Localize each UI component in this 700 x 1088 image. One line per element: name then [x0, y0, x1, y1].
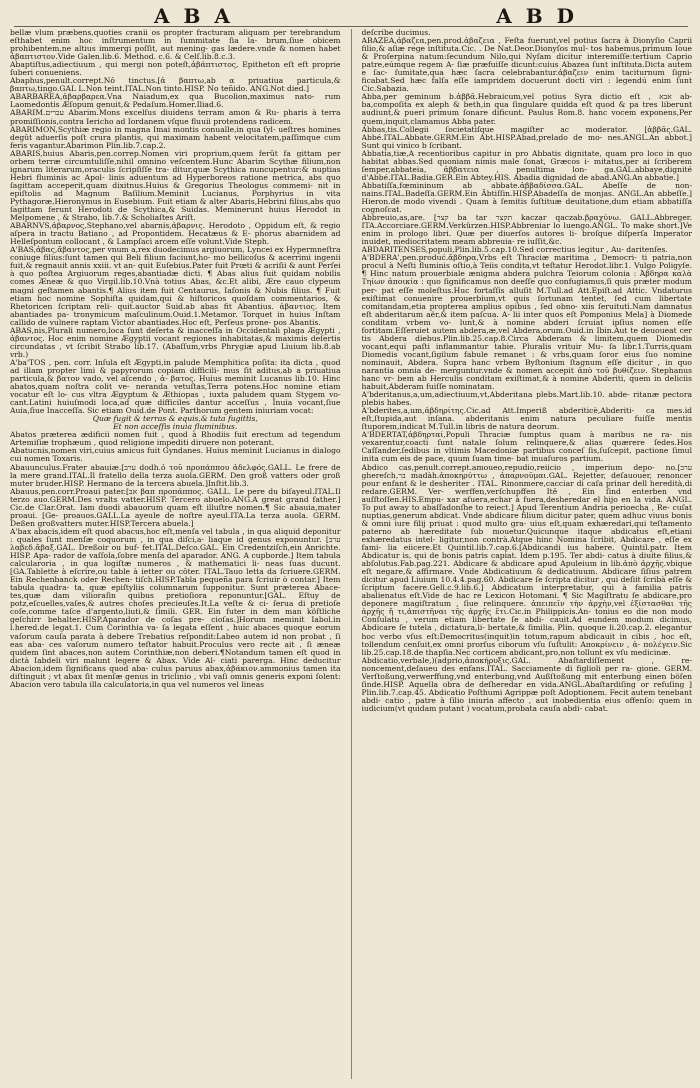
entry-paragraph: A'bderitanus,a,um,adiectiuum,vt,Abderitana plebs.Mart.lib.10. abde- ritanæ pectora plebis habes.	[361, 390, 693, 408]
entry-paragraph: Abatucnis,nomen viri,cuius amicus fuit Gyndanes. Huius meminit Lucianus in dialogo cui nomen Toxaris.	[10, 446, 341, 464]
entry-paragraph: Abatos præterea ædificii nomen fuit , quod à Rhodiis fuit erectum ad tegendum Artemiſiæ trophæum , quod religione impediti diruere non poterant.	[10, 430, 341, 448]
entry-paragraph: A'bax abacis,idem eſt quod abacus,hoc eſt,menſa vel tabula , in qua aliquid deponitur : quales ſunt menſæ coquorum , in qua diſci,a- liaque id genus exponuntur. [ערב λαβεδ.ἄβαξ.GAL. Dreßoir ou buf- fet.ITAL.Deſco.GAL. Ein Credentziſch,ein Anrichte. HISP. Apa- rador de vaſſola,ſobre menſa del aparador. ANG. A cupborde.] Item tabula calcularoria , in qua logiſtæ numeros , & mathematici li- neas ſuas ducunt. [GA.Tablette à eſcrire,ou table à ietter ou côter. ITAL.Tauo letta da ſcriuere.GERM. Ein Rechenbanck oder Rechen- tiſch.HISP.Tabla pequeña para ſcriuir ò contar.] Item tabula quadra- ta, quæ epiſtyliis columnarum ſupponitur. Sunt præterea Abace- tes,quæ dam vilioraſin quibus pretioſiora reponuntur.[GAL. Eſtuy de potz,eſcuelles,vaſes,& autres choſes precieuſes.It.La veſte & ci- ſerua di pretioſe coſe,comme taſce d'argento,liuti,& ſimili. GER. Ein futer in dem man köſtliche geſchirr behalter.HISP.Aparador de coſas pre- cioſas.]Horum meminit Iabol.in l.hered.de legat.1. Cum Corinthia va- ſa legata eſſent , huic abaces quoque eorum vaſorum cauſa parata à debere Trebatius reſpondit:Labeo autem id non probat , ſi eas aba- ces vaſorum numero teſtator habuit.Proculus vero recte ait , ſi æneæ quidem ſint abaces,non autem Corinthiæ,non deberi.¶Notandum tamen eſt quod in dictà Iabdeli viri malunt legere & Abax. Vide Al- ciati parerga. Hinc deducitur Abacion,idem ſignificans quod aba- culus paruus abax,ἀβάκιον.ammonius tamen ita diſtinguit ; vt abax ſit menſæ genus in triclinio , vbi vaſi omnis generis exponi ſolent: Abacion vero tabula illa calculatoria,in qua vel numeros vel lineas	[10, 526, 341, 689]
entry-paragraph: Quæ fugit & terras & equis,& tuta fugittis,	[92, 414, 258, 424]
left-column	[10, 29, 341, 1079]
entry-paragraph: ABARIM.עברים Abarim.Mons excelſus diuidens terram amon & Ru- pharis à terra promiſſionis,contra Iericho ad Iordanem vſque fluuii protendens radicem.	[10, 108, 341, 126]
entry-paragraph: Abbatiſſa,fœmininum ab abbate.ἀββαδίσσα.GAL. Abeſſe de non- nains.ITAL.Badeſſa.GERM.Ein Äbtiſſin.HISP.Abadeſſa de monjas. ANGL.An abbeſſe.] Hieron.de modo vivendi . Quam à ſemitis ſuſtituæ deuitatione,dum etiam abbatiſſa cognoſcat.	[361, 180, 693, 215]
entry-paragraph: A'BAS,ἀβας,ἄβαντος,per vnum a,rex duodecimus argiuorum, Lyncei ex Hypermneſtra coniuge filius:ſunt tamen qui Beli filium faciunt,ho- mo bellicoſus & acerrimi ingenii fuit,& regnauit annis xxiii. vt an- quit Euſebius.Pater fuit Prœti & acriſii & aunt Perſei à quo poſtea Argiuorum reges,abantiadæ dicti. ¶ Abas alius fuit quidam nobilis comes Æneæ & quo Virgil.lib.10.Vnà totius Abas, &c.Et alibi, Ære cauo clypeum magni geſtamen abantis.¶ Alius item fuit Centaurus, Iaſonis & Nubis filius. ¶ Fuit etiam hoc nomine Sophiſta quidam,qui & hiſtoricos quoſdam commentarios, & Rhetoricen ſcriptam reli- quit.auctor Suid.ab abas fit Abantius. ἀβαντιος. Item abantiades pa- tronymicum maſculinum.Ouid.1.Metamor. Torquet in huius Inſtam callido de vulnere raptam Victor abantiades.Hoc eſt, Perſeus prone- pos Abantis.	[10, 245, 341, 327]
entry-paragraph: ABARIS,huius Abaris,pen.correp.Nomen viri proprium,quem ferût fa gittam per orbem terræ circumtuliſſe,nihil omnino veſcentem.Hunc Abarim Scythæ filium,non ignarum literarum,oraculis ſcripſiſſe tra- ditur,quæ Scythica nuncupentur:& nuptias Hebri fluminis ac Apol- linis aduentum ad Hyperboreos ratione metrica, abs quo ſagittam acceperit,quam dixitnus.Huius & Gregorius Theologus commemi- nit in epiſtolis ad Magnum Baſilium.Meminit Lucianus, Porphyrius in vita Pythagoræ,Hieronymus in Eusebium. Fuit etiam & alter Abaris,Hebrini filius,abs quo ſagittam ferunt Herodoti de Scythica,& Suidas. Meminerunt huius Herodot in Melpomene , & Strabo, lib.7.& Scholiaſtes Ariſt.	[10, 148, 341, 223]
running-header	[14, 4, 688, 27]
entry-paragraph: Abauus,pen.corr.Proaui pater.[אב βαπ προπάππος. GALL. Le pere du biſayeul.ITAL.Il terzo auo.GERM.Des vralts vatter.HISP. Tercero abuelo.ANG.A great grand father.] Cic.de Clar.Orat. Iam duodi abauorum quam eſt illuſtre nomen.¶ Sic abauia,mater proaui. [Ge- proauos.GALL.La ayeule de noſtre ayeul.ITA.La terza auola. GERM. Deßen großvatters muter.HISP.Tercera abuela.]	[10, 486, 341, 528]
entry-paragraph: Abbreuio,as,are. [קצר ba tar תקצר kaczar qaczab.βραχύνω. GALL.Abbreger. ITA.Accorciare.GERM.Verkürzen.HISP.Abbreniar lo luengo.ANGL. To make short.]Ve enim in prologo libri. Quæ per diuerſos autores li- broſque diſperſa Imperator inuidet, mediocritatem meam abbreuia- re iuſſit,&c.	[361, 213, 693, 247]
entry-paragraph: ABDARITENSES,populi,Plin.lib.5.cap.10.Sed correctius legitur , Au- daritenſes.	[361, 245, 668, 255]
entry-paragraph: ABARBAREA,ἀβαρβαρεα.Vna Naiadum,ex qua Bucolion,maximus nato- rum Laomedontis Æſopum genuit,& Pedaſum.Homer.Iliad.6.	[10, 92, 341, 110]
entry-paragraph: Abdico cas,penult.corrept.amoueo,repudio,reiicio , imperium depo- no.[ערב ghereſch,בר madàh.ἀποκηρύττω , ἀπαρνοῦμαι.GAL. Rejetter, deſauouer, renoncer pour enfant & le desheriter . ITAL. Rinonmere,cacciar di caſa prinar dell heredità,di redare.GERM. Ver- werffen,verſchupffen Itê , Ein ſind enterben vnd auſſtoſſen.HIS.Empu- xar afuera,echar à fuera,desheredar el hijo en la vida. ANGL. To put away to abaſſadonſhe to reiect.] Apud Terentium Andria perioecha , Re- cuſat nuptias,generum abdicat. Vnde abdicare filium dicitur pater, quem adhuc viuus bonis & omni iure filij priuat : quod multo gra- uius eſt,quam exhæredari,qui teſtamento paterno ab hæreditate ſub mouetur.Quicunque itaque abdicatus eſt,etiani exhæredatus intel- ligitur,non contrà.Atque hinc Nomina ſcribit, Abdicare , eſſe ex fami- lia eiicere.Et Quintil.lib.7.cap.6.[Abdicandi ius habere. Quintil.patr. Item Abdicatur is, qui de bonis patris capiat. Idem p.195. Ter abdi- catus à diuite filius,& abſolutus.Fab.pag.221. Abdicare & abdicare apud Apuleium in lib.ἀπὸ ἀρχῆς.vbique eſt negare,& affirmare. Vnde Abdicatiuum & dedicatiuum. Abdicare ſiſius patrem dicitur apud Liuium 10.4.4.pag.60. Abdicare ſe ſcripta dicitur , qui deſiit ſcribà eſſe & ſcriptum facere.Gell.c.9.lib.6.] Abdicatum interpretatur, qui à familia patris abalienatus eſt.Vide de hac re Lexicon Hotomani. ¶ Sic Magiſtratu ſe abdicare,pro deponere magiſtratum , ſiue relinquere. ἀπειπεῖν τὴν ἀρχὴν,vel ἐξίστασθαι τῆς ἀρχῆς ἤ τι,ἀπιστῆναι τῆς ἀρχῆς ἔτι.Cic.in Philippicis.An- tonius eo die non modo Conſulatu , verum etiam libertate ſe abdi- cauit.Ad eundem modum dicimus, Abdicare ſe tutela , dictatura,li- bertate,& ſimilia. Plin. quoque li.20.cap.2. elegantur hoc verbo vſus eſt:Democritus(inquit)in totum,rapum abdicauit in cibis , hoc eſt, tollendum cenſuit,ex omni prorſus ciborum vſu ſuſtulit: Αποκρίνειν , ἀ- πολέγειν.Sic lib.25.cap.18.de thapſia.Nec corticem abdicant,pro,non tollunt ex vſu medicinæ.	[361, 462, 693, 657]
entry-paragraph: ABAS,nis,Plurali numero,loca ſunt deſerta & inacceſſa in Occidentali plaga Ægypti , ἀβαντος. Hoc enim nomine Ægyptii vocant regiones inhabitatas,& maximis deſertis circundatas , vt ſcribit Strabo lib.17. (Abaſſum,vrbs Phrygiæ apud Liuium lib.8.ab vrb.)	[10, 325, 341, 359]
entry-paragraph: Abdicatio,verbale,)(adprio,ἀποκήρυξις.GAL. Abaſtardiſſement , re- noncement,deſaueu des enfans.ITAL. Sacciamente di figlioli per ra- gione. GERM. Verſtoßung,verwerffung,vnd enterbung,vnd Außſtoßung mit enterbung einen böſen ſinde.HISP. Aquella obra de deſheredar en vida.ANGL.Abaſtardiſing or refuſing ] Plin.lib.7.cap.45. Abdicatio Poſthumi Agrippæ poſt Adoptionem. Fecit autem tenebant abdi- catio , patre à ſilio iniuria affecto , aut inobedientia eius offenſo: quem in iudicium(vt quidam putant ) vocatum,probata cauſa abdi- cabat.	[361, 655, 693, 713]
entry-paragraph: ABARIMON,Scythiæ regio in magna Imai montis conualle,in qua ſyl- ueſtres homines degût aduerſis poſt crura plantis, qui maximam habent velocitatem,paſſimque cum feris vagantur.Abarimon Plin.lib.7.cap.2.	[10, 124, 341, 150]
entry-paragraph: Abaphus,penult.corrept.Nô tinctus.[ἀ βαπτω,ab α priuatiua particula,& βαπτω,tingo.GAL L.Non teint.ITAL.Non tinto.HISP. No teñido. ANG.Not died.]	[10, 76, 341, 94]
entry-paragraph: deſcribe ducimus.	[361, 29, 431, 37]
header-right-title: ABD	[496, 4, 588, 28]
right-column	[362, 29, 693, 1079]
entry-paragraph: Et non acceſſis inuia fluminibus.	[113, 422, 238, 432]
entry-paragraph: Abba,per geminum b.ἀββᾶ.Hebraicum,vel potius Syra dictio eſt , אבא ab- ba,compoſita ex aleph & beth,in qua ſingulare quidda eſt quod & pa tres liberunt audiunt,& pueri primum ſonare dificunt. Paulus Rom.8. hanc vocem exponens,Per quem,inquit,clamamus Abba pater.	[361, 92, 693, 126]
entry-paragraph: ABAZEA,ἀβαζεα,pen.prod.ἀβαζεια , Feſta fuerunt,vel potius ſacra à Dionyſio Caprii filio,& aſiæ rege inſtituta.Cic. . De Nat.Deor.Dionyſos mul- tos habemus,primum Ioue & Proſerpina natum:ſecundum Nilo,qui Nyſam dicitur interemiſſe:tertium Caprio patre,eúmque regem A- ſiæ præfuiſſe dicunt:cuius Abazea ſunt inſtituta.Dicta autem e ſac- ſumitate,qua hæc ſacra celebrabantur.ἀβαζειν enim taciturnum ſigni- ficabat.Sed hæc falſa eſſe iampridem docuerunt docti viri : legendú enim ſunt Cic.Sabazia.	[361, 36, 693, 94]
entry-paragraph: A'ba'TOS , pen. corr. Inſula eſt Ægypti,in palude Memphitica poſita: ita dicta , quod ad illam propter limi & papyrorum copiam difficili- mus ſit aditus,ab a priuatiua particula,& βατον vado, vel aſcendo , ἀ- βατος. Huius meminit Lucanus lib.10. Hinc abatos,quam noſtra colit ve- neranda vetuſtas,Terra potens.Hoc nomine etiam vocatur eſt lo- cus vltra Ægyptum & Æthiopas , iuxta paludem quam Stygem vo- cant.Latini huiuſmodi loca,ad quæ difficiles dantur acceſſus , Inuia vocant,ſiue Auia,ſiue Inacceſſa. Sic etiam Ouid.de Pont. Parthorum gentem iniuriam vocat:	[10, 357, 341, 416]
entry-paragraph: Abaptiſtus,adiectiuum , qui mergi non poteſt,ἀβάπτιστος, Epitheton eſt eft proprie ſuberi conueniens.	[10, 60, 341, 78]
entry-paragraph: A'BDERTAT,ἀβδηρταί,Populi Thraciæ ſumptus quam à maribus ne ra- nis vexarentur,coacti ſunt natale ſolum relinquere,& alias quærere ſedes.Hos Caſſander,ſedibus in vltimis Macedoniæ partibus conceſ ſis,ſuſcepit, pactione ſimul inita cum eis de pace, quum ſuam time- bat inuaſuros partium.	[361, 430, 693, 464]
header-left-title: ABA	[154, 4, 244, 28]
entry-paragraph: A'BDERA',pen.produć.ἄβδηρα,Vrbs eſt Thraciæ maritima , Democri- ti patria,non procul à Neſti fluminis oſtio,à Teiis condita,vt teſtatur Herodot.libr.1. Vulgo Poligyſe. ¶ Hinc natum prouerbiale ænigma abdera pulchra Teiorum colonia : Ἀβδηρα καλὰ Τηίων ἀποικία : quo ſignificamus non deeſſe quo confugiamus,ſi quis præter modum per- pat eſſe moleſtus.Huc fortaſſis alluſit M.Tull.ad Att.Epiſt.ad Attic. Vndaturus exiſtimat conuenire prouerbium,vt quis ſortunam tentet, ſed cum libertate comitandam,etia propterea amplius opibus , ſed obno- xiis ſeruituti.Nam damnatus eſt abderitarum aër,& item paſcua. A- lii inter quos eſt Pomponius Mela] à Diomede conditam vrbem vo- lunt,& à nomine abderi ſcruiat ipſius nomen eſſe fortitam.Eſſeruiet autem abdera,æ,vel Abdera,orum.Ouid.in Ibin.Aut te deuoueat cer tis Abdera diebus.Plin.lib.25.cap.8.Circa Abderam & limitem,quem Diomedis vocant,equi paſti inflammantur tabie. Pluralis vrituir Mu- ſa libr.1.Turris,quam Diomedis vocant,ſigilum fabule remanet : & vrbs,quam ſoror eius ſuo nomine nominauit, Abdera. Supra hanc vrbem Byſtonium ſtagnum eſſe dicitur , in quo narantia omnia de- merguntur.vnde & nomen accepit ἀπὸ τοῦ βυθίζειν. Stephanus hanc vr- bem ab Herculis conditam exiſtimat,& à nomine Abderiti, quem in deliciis habuit,Abderam fuiſſe nominatam.	[361, 253, 693, 392]
entry-paragraph: A'bderites,a,um,ἀβδηρίτης.Cic.ad Att.Imperiß abderiticè,Abderiti- ca mes.id eſt,ſtupida,aut inſana. abderitanis enim natura peculiare fuiſſe mentis ſtuporem,indicat M.Tull.in libris de natura deorum.	[361, 406, 693, 432]
entry-paragraph: Abbatia,tiæ,A recentioribus capitur in pro Abbatis dignitate, quam pro loco in quo habitat abbas.Sed quoniam nimis male ſonat, Græcos i- mitatus,per ai ſcriberem ſemper,abbateia, ἀββατεια , penultima lon- ga.GAL.abbaye,dignité d'Abbé.ITAL.Badia.GER.Ein Abtey.HIS. Abadia dignidad de abad.ANG.An abbatie.]	[361, 148, 693, 182]
entry-paragraph: Abauunculus.Frater abauiæ.[ערב dodh.ὁ τοῦ προπάππου ἀδελφός.GALL. Le frere de la mere grand.ITAL.Il fratello della terza auola.GERM. Den groß vatters oder groß muter bruder.HISP. Hermano de la tercera abuela.]Inſtit.lib.3.	[10, 462, 341, 488]
text-columns	[10, 29, 692, 1079]
entry-paragraph: bellæ vlum præbens,quoties cranii os propter fracturam aliquam per terebrandum eſthabet enim hoc inſtrumentum in ſummitate ſia la- brum,ſiue obicem prohibentem,ne altius immergi poſſit, aut mening- gas lædere.vnde & nomen habet ἀβαπτιστον.Vide Galen.lib.6. Method. c.6. & Celſ.lib.8.c.3.	[10, 29, 341, 62]
entry-paragraph: Abbas,tis.Collegii ſocietatiſque magiſter ac moderator. [ἀββᾶς.GAL. Abbé.ITAL.Abbate.GERM.Ein Abt.HISP.Abad,prelado de mo- nes.ANGL.An abbot.] Sunt qui vinico b ſcribant.	[361, 124, 693, 150]
entry-paragraph: ABARNVS,ἀβαρνος,Stephano,vel abarnis,ἀβαρνις. Herodoto , Oppidum eſt, & regio aſpera in tractu Batiano , ad Propontidem. Hecatæus & E- phorus abarnidem ad Helleſpontum collocant , & Lampſaci arcem eſſe volunt.Vide Steph.	[10, 221, 341, 247]
column-divider	[351, 29, 352, 1079]
